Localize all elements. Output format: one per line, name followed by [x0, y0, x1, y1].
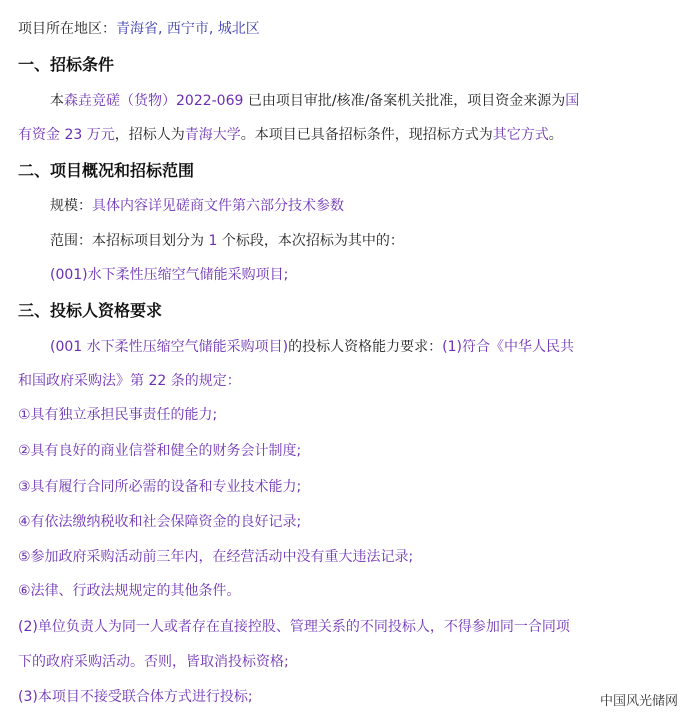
tender-method: 其它方式: [492, 127, 549, 143]
watermark: 中国风光储网: [599, 694, 678, 709]
text-segment: 本: [50, 93, 64, 109]
section1-paragraph-line1: [50, 91, 579, 111]
scale-line: [50, 196, 344, 216]
list-item: ②具有良好的商业信誉和健全的财务会计制度;: [18, 443, 302, 459]
location-line: [18, 19, 260, 39]
list-item: ⑤参加政府采购活动前三年内，在经营活动中没有重大违法记录;: [18, 549, 414, 565]
scale-label: 规模：: [50, 198, 92, 214]
text-segment: 。: [548, 127, 563, 143]
text-segment: 范围：本招标项目划分为: [50, 233, 209, 249]
text-segment: 的投标人资格能力要求：: [288, 339, 443, 355]
qualification-intro-line1: [50, 337, 574, 357]
qualification-intro-line2: 和国政府采购法》第 22 条的规定：: [18, 373, 241, 389]
list-item: ③具有履行合同所必需的设备和专业技术能力;: [18, 479, 302, 495]
lot-count: 1: [208, 233, 218, 249]
fund-amount: 有资金 23 万元: [18, 127, 115, 143]
section2-title: 二、项目概况和招标范围: [18, 161, 195, 180]
location-value: 青海省, 西宁市, 城北区: [116, 21, 260, 37]
requirement-3: (3)本项目不接受联合体方式进行投标;: [18, 689, 253, 705]
text-segment: 。本项目已具备招标条件，现招标方式为: [240, 127, 493, 143]
text-segment: 个标段，本次招标为其中的：: [217, 233, 404, 249]
lot-reference: (001 水下柔性压缩空气储能采购项目): [50, 339, 289, 355]
range-line: [50, 231, 404, 251]
list-item: ①具有独立承担民事责任的能力;: [18, 407, 218, 423]
fund-source: 国: [565, 93, 580, 109]
section3-title: 三、投标人资格要求: [18, 301, 163, 320]
text-segment: ，招标人为: [114, 127, 185, 143]
tenderer-name: 青海大学: [184, 127, 241, 143]
text-segment: 已由项目审批/核准/备案机关批准，项目资金来源为: [243, 93, 566, 109]
requirement-1-start: (1)符合《中华人民共: [442, 339, 574, 355]
list-item: ④有依法缴纳税收和社会保障资金的良好记录;: [18, 514, 302, 530]
requirement-2-line2: 下的政府采购活动。否则，皆取消投标资格;: [18, 654, 289, 670]
scale-value: 具体内容详见磋商文件第六部分技术参数: [92, 198, 344, 214]
lot-line: (001)水下柔性压缩空气储能采购项目;: [50, 267, 289, 283]
list-item: ⑥法律、行政法规规定的其他条件。: [18, 583, 241, 599]
section1-title: 一、招标条件: [18, 55, 115, 74]
section1-paragraph-line2: [18, 125, 563, 145]
requirement-2-line1: (2)单位负责人为同一人或者存在直接控股、管理关系的不同投标人，不得参加同一合同项: [18, 619, 570, 635]
project-code: 森垚竞磋（货物）2022-069: [64, 93, 244, 109]
location-label: 项目所在地区：: [18, 21, 116, 37]
